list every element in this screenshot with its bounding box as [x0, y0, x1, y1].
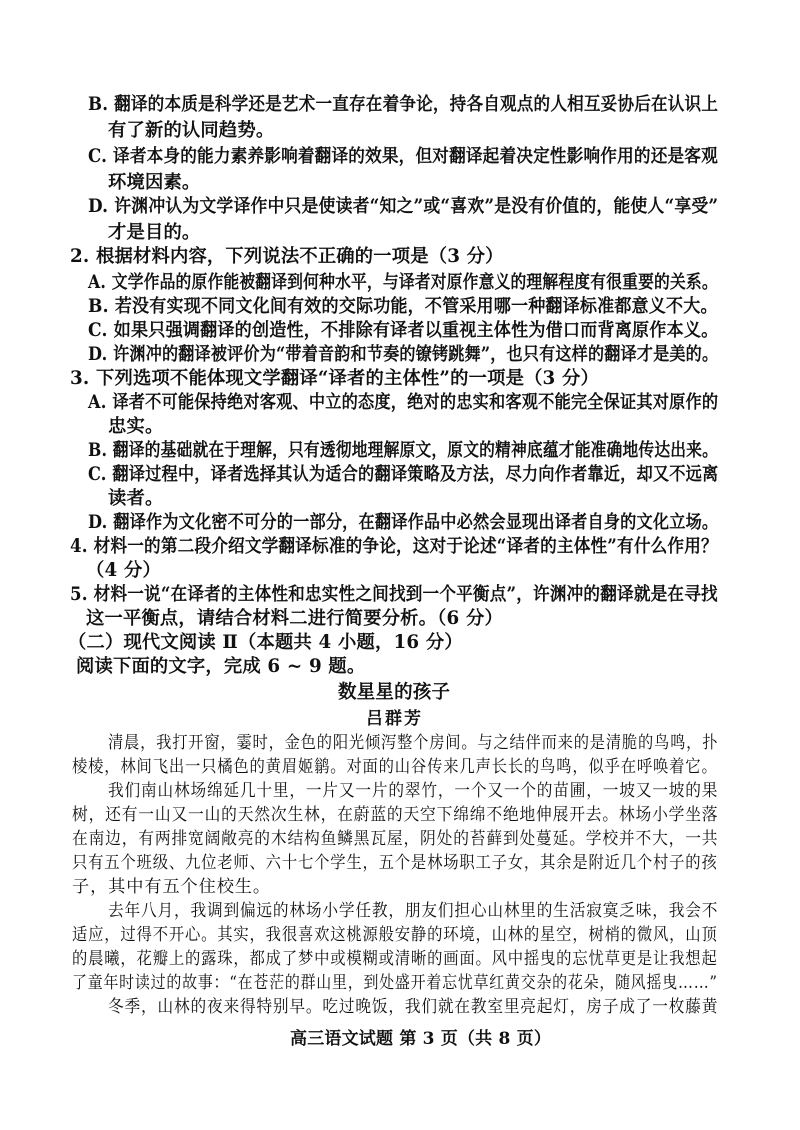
q3-option-c-line2: 读者。 — [108, 488, 164, 509]
q3-option-b: B. 翻译的基础就在于理解，只有透彻地理解原文，原文的精神底蕴才能准确地传达出来。 — [88, 440, 719, 461]
section-heading: （二）现代文阅读 Ⅱ（本题共 4 小题，16 分） — [68, 632, 463, 653]
q1-option-c-line2: 环境因素。 — [108, 172, 201, 193]
q3-option-a-line1: A. 译者不可能保持绝对客观、中立的态度，绝对的忠实和客观不能完全保证其对原作的 — [88, 392, 719, 413]
q2-option-d: D. 许渊冲的翻译被评价为“带着音韵和节奏的镣铐跳舞”，也只有这样的翻译才是美的。 — [88, 344, 719, 365]
article-paragraph-line: 我们南山林场绵延几十里，一片又一片的翠竹，一个又一个的苗圃，一坡又一坡的果 — [108, 781, 719, 801]
article-paragraph-line: 树，还有一山又一山的天然次生林，在蔚蓝的天空下绵绵不绝地伸展开去。林场小学坐落 — [72, 805, 719, 825]
page-footer: 高三语文试题 第 3 页（共 8 页） — [290, 1029, 552, 1049]
q5-line1: 5. 材料一说“在译者的主体性和忠实性之间找到一个平衡点”，许渊冲的翻译就是在寻找 — [70, 584, 718, 605]
article-author: 吕群芳 — [366, 709, 423, 729]
article-paragraph-line: 在南边，有两排宽阔敞亮的木结构鱼鳞黑瓦屋，阴处的苔藓到处蔓延。学校并不大，一共 — [72, 829, 719, 849]
article-paragraph-line: 清晨，我打开窗，霎时，金色的阳光倾泻整个房间。与之结伴而来的是清脆的鸟鸣，扑 — [108, 733, 719, 753]
q2-stem: 2. 根据材料内容，下列说法不正确的一项是（3 分） — [70, 246, 504, 267]
q3-stem: 3. 下列选项不能体现文学翻译“译者的主体性”的一项是（3 分） — [70, 368, 599, 389]
q3-option-d: D. 翻译作为文化密不可分的一部分，在翻译作品中必然会显现出译者自身的文化立场。 — [88, 512, 719, 533]
article-paragraph-line: 了童年时读过的故事：“在苍茫的群山里，到处盛开着忘忧草红黄交杂的花朵，随风摇曳……” — [72, 973, 718, 993]
q1-option-b-line1: B. 翻译的本质是科学还是艺术一直存在着争论，持各自观点的人相互妥协后在认识上 — [88, 94, 719, 115]
article-paragraph-line: 冬季，山林的夜来得特别早。吃过晚饭，我们就在教室里亮起灯，房子成了一枚藤黄 — [108, 997, 719, 1017]
q1-option-d-line2: 才是目的。 — [108, 222, 201, 243]
article-paragraph-line: 棱棱，林间飞出一只橘色的黄眉姬鹟。对面的山谷传来几声长长的鸟鸣，似乎在呼唤着它。 — [72, 757, 718, 777]
q4-line1: 4. 材料一的第二段介绍文学翻译标准的争论，这对于论述“译者的主体性”有什么作用？ — [70, 536, 718, 557]
q1-option-b-line2: 有了新的认同趋势。 — [108, 120, 275, 141]
q2-option-b: B. 若没有实现不同文化间有效的交际功能，不管采用哪一种翻译标准都意义不大。 — [88, 296, 718, 317]
q1-option-c-line1: C. 译者本身的能力素养影响着翻译的效果，但对翻译起着决定性影响作用的还是客观 — [88, 146, 718, 167]
q1-option-d-line1: D. 许渊冲认为文学译作中只是使读者“知之”或“喜欢”是没有价值的，能使人“享受” — [88, 196, 719, 217]
q4-line2: （4 分） — [86, 560, 161, 581]
q2-option-c: C. 如果只强调翻译的创造性，不排除有译者以重视主体性为借口而背离原作本义。 — [88, 320, 719, 341]
article-title: 数星星的孩子 — [338, 682, 451, 703]
article-paragraph-line: 只有五个班级、九位老师、六十七个学生，五个是林场职工子女，其余是附近几个村子的孩 — [72, 853, 718, 873]
article-paragraph-line: 适应，过得不开心。其实，我很喜欢这桃源般安静的环境，山林的星空，树梢的微风，山顶 — [72, 925, 718, 945]
article-paragraph-line: 子，其中有五个住校生。 — [72, 877, 271, 897]
q2-option-a: A. 文学作品的原作能被翻译到何种水平，与译者对原作意义的理解程度有很重要的关系。 — [88, 272, 718, 293]
article-paragraph-line: 去年八月，我调到偏远的林场小学任教，朋友们担心山林里的生活寂寞乏味，我会不 — [108, 901, 719, 921]
q3-option-a-line2: 忠实。 — [108, 416, 164, 437]
article-paragraph-line: 的晨曦，花瓣上的露珠，都成了梦中或模糊或清晰的画面。风中摇曳的忘忧草更是让我想起 — [72, 949, 718, 969]
q5-line2: 这一平衡点，请结合材料二进行简要分析。（6 分） — [86, 608, 503, 629]
q3-option-c-line1: C. 翻译过程中，译者选择其认为适合的翻译策略及方法，尽力向作者靠近，却又不远离 — [88, 464, 719, 485]
section-instruction: 阅读下面的文字，完成 6 ~ 9 题。 — [76, 656, 366, 677]
